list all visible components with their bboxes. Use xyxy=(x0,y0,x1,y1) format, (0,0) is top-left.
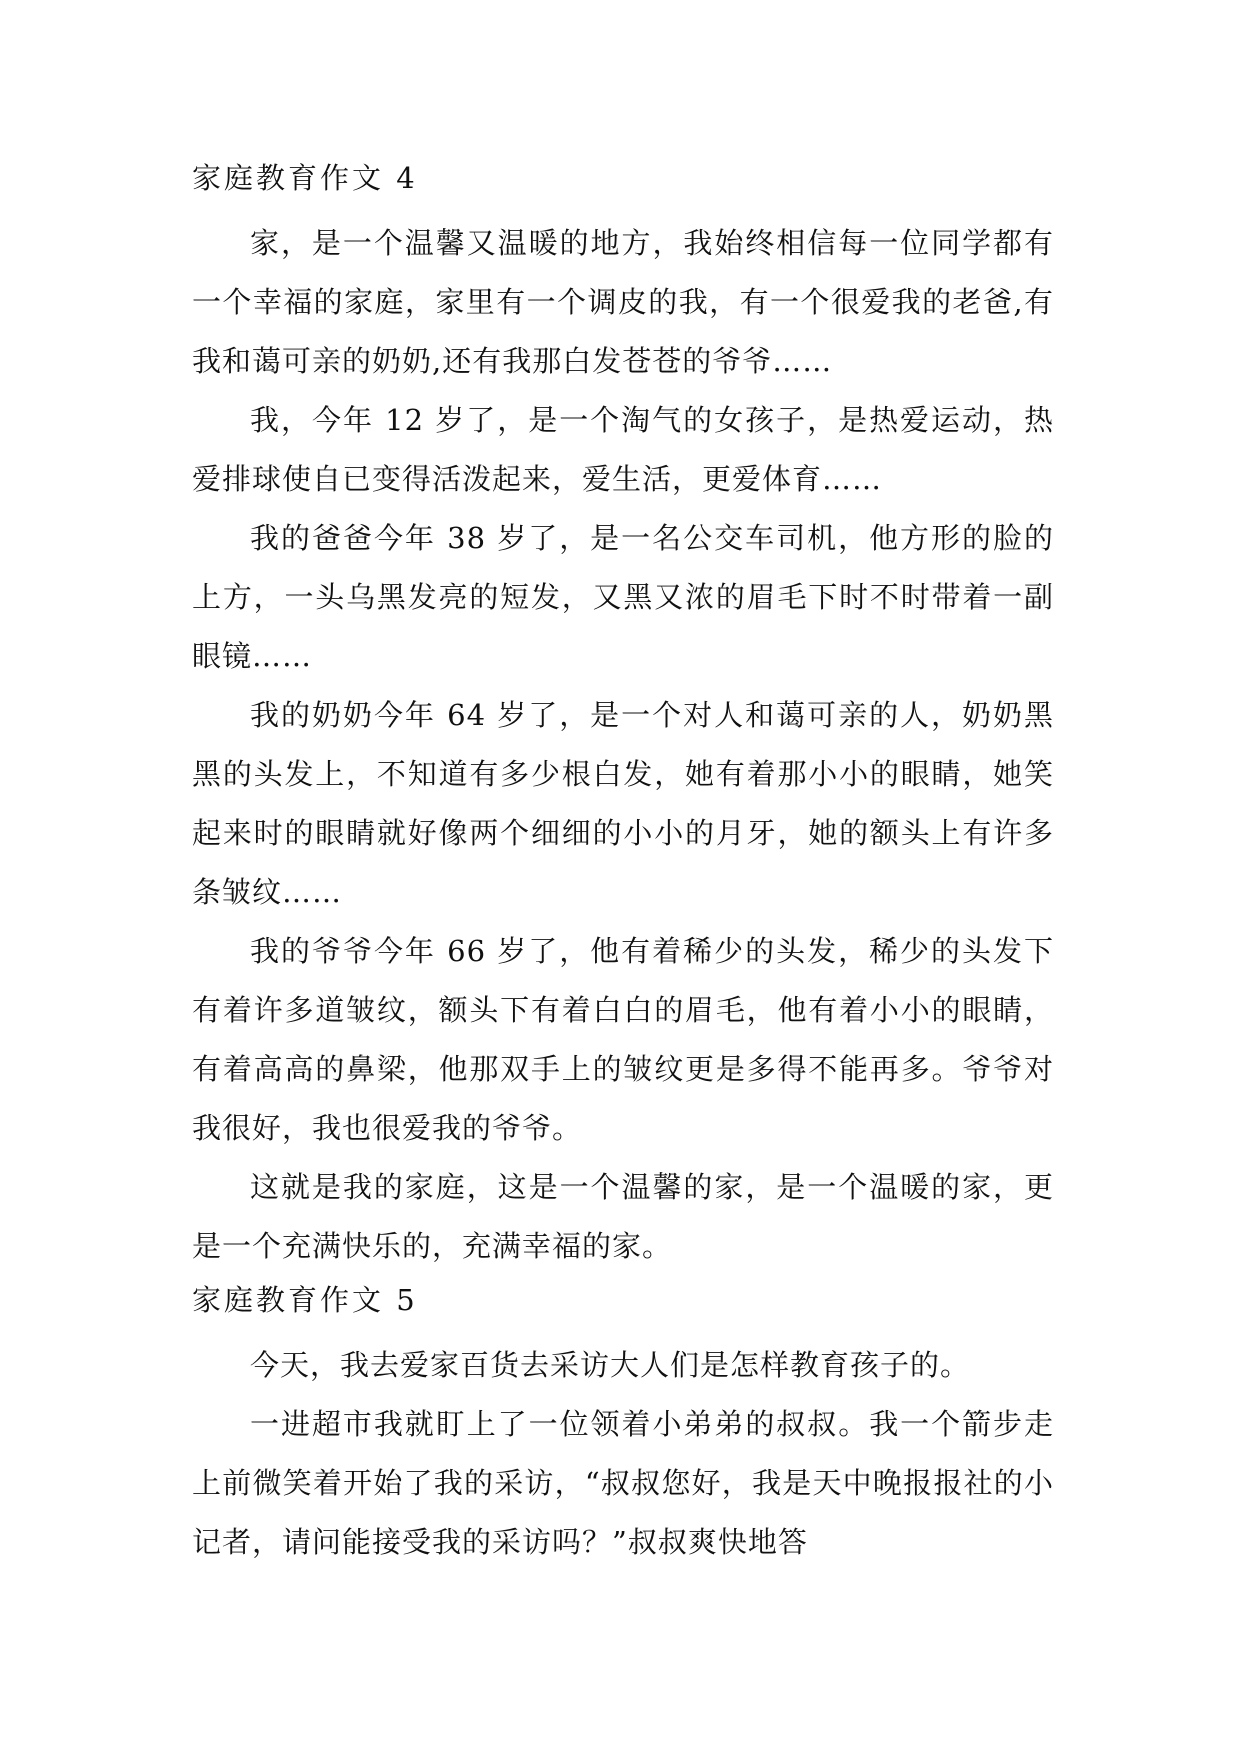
section-4-title: 家庭教育作文 4 xyxy=(192,161,418,195)
section-5-paragraph-2: 一进超市我就盯上了一位领着小弟弟的叔叔。我一个箭步走上前微笑着开始了我的采访，“叔叔您好，我是天中晚报报社的小记者，请问能接受我的采访吗？”叔叔爽快地答 xyxy=(192,1407,1054,1559)
section-4-paragraph-5: 我的爷爷今年 66 岁了，他有着稀少的头发，稀少的头发下有着许多道皱纹，额头下有着白白的眉毛，他有着小小的眼睛，有着高高的鼻梁，他那双手上的皱纹更是多得不能再多。爷爷对我很好，我也很爱我的爷爷。 xyxy=(192,934,1054,1145)
section-4-paragraph-1: 家，是一个温馨又温暖的地方，我始终相信每一位同学都有一个幸福的家庭，家里有一个调皮的我，有一个很爱我的老爸,有我和蔼可亲的奶奶,还有我那白发苍苍的爷爷…… xyxy=(192,226,1054,378)
document-page xyxy=(192,160,1054,1572)
section-5-paragraph-1: 今天，我去爱家百货去采访大人们是怎样教育孩子的。 xyxy=(250,1348,971,1382)
section-4-paragraph-4: 我的奶奶今年 64 岁了，是一个对人和蔼可亲的人，奶奶黑黑的头发上，不知道有多少根白发，她有着那小小的眼睛，她笑起来时的眼睛就好像两个细细的小小的月牙，她的额头上有许多条皱纹…… xyxy=(192,698,1054,909)
section-4-paragraph-2: 我，今年 12 岁了，是一个淘气的女孩子，是热爱运动，热爱排球使自已变得活泼起来，爱生活，更爱体育…… xyxy=(192,403,1054,496)
section-5-title: 家庭教育作文 5 xyxy=(192,1283,418,1317)
section-4-paragraph-3: 我的爸爸今年 38 岁了，是一名公交车司机，他方形的脸的上方，一头乌黑发亮的短发，又黑又浓的眉毛下时不时带着一副眼镜…… xyxy=(192,521,1054,673)
section-4-paragraph-6: 这就是我的家庭，这是一个温馨的家，是一个温暖的家，更是一个充满快乐的，充满幸福的家。 xyxy=(192,1170,1054,1263)
